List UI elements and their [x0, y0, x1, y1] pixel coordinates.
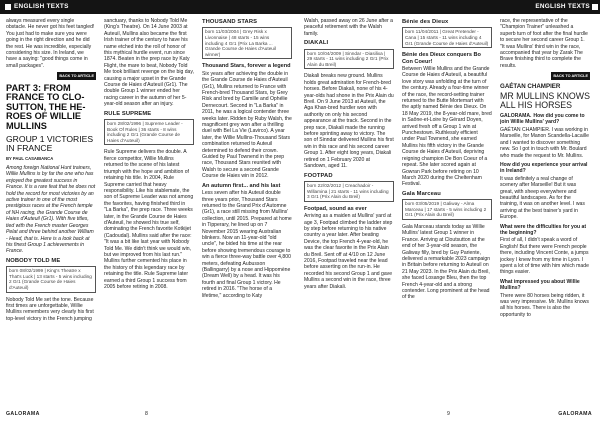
body-paragraph: Between Willie Mullins and the Grande Course de Haies d'Auteuil, a beautiful love story was unfolding at the turn of the century. Already a four-time winner of the race, the record-setting trainer returned to the Butte Mortemart with the aptly named Bénie des Dieux. On 18 May 2019, the 8-year-old mare, bred in Saône-et-Loire by Gérard Doyen, arrived fresh off a Group 1 win at Punchestown. Ruthlessly efficient under Paul Townend, she earned Mullins his fifth victory in the Grande Course de Haies d'Auteuil, depriving reigning champion De Bon Coeur of a repeat. She later scored again at Gowran Park before retiring on 10 March 2020 during the Cheltenham Festival.	[402, 66, 492, 188]
horse-name-gala-marceau: Gala Marceau	[402, 190, 441, 197]
footer-brand: GALORAMA	[6, 411, 40, 417]
qa-question: What were the difficulties for you at the beginning?	[500, 223, 587, 236]
subheading: Thousand Stars, forever a legend	[202, 63, 291, 70]
subheading: Bénie des Dieux conquers Bo Con Coeur!	[402, 52, 481, 65]
body-paragraph: Arriving as a maiden at Mullins' yard at age 3, Footpad climbed the ladder step by step before returning to his native country a year later. After beating Device, the top French 4-year-old, he was the clear favorite in the Prix Alain du Breil. Sent off at 4/10 on 12 June 2016, Footpad traveled near the lead before asserting on the run-in. He recorded his second Group 1 and gave Mullins a second win in the race, three years after Diakali.	[304, 213, 393, 290]
group1-victories-subheading: GROUP 1 VICTORIES IN FRANCE	[6, 133, 94, 153]
body-paragraph: Rule Supreme delivers the double. A fierce competitor, Willie Mullins returned to the scene of his latest triumph with the hope and ambition of retaining his title. In 2004, Rule Supreme carried that heavy responsibility. Like his stablemate, the son of Supreme Leader was not among the favorites, having finished third in "La Barka", the prep race. Three weeks later, in the Grande Course de Haies d'Auteuil, he showed his true self, dominating the French favorite Kotkijet (Cadoudal). Mullins said after the race: "It was a bit like last year with Nobody Told Me. We didn't think we would win, but we improved from his last run." Mullins further cemented his place in the history of this legendary race by retaining the title. Rule Supreme later earned a third Group 1 success from 2005 before retiring in 2008.	[104, 149, 194, 290]
body-paragraph: Nobody Told Me set the tone. Because first times are unforgettable, Willie Mullins remembers very clearly his first top-level victory in the French jumping	[6, 296, 94, 322]
page-number: 9	[447, 411, 450, 417]
lede-paragraph: Among foreign National Hunt trainers, Willie Mullins is by far the one who has enjoyed the greatest success in France. It is a rare feat that he does not hold the record for most victories by an active trainer in one of the most prestigious races at the French temple of NH racing, the Grande Course de Haies d'Auteuil (Gr1). With five titles, tied with the French master Georges Pelat and three behind another William - Head, that is. Here is a look back at his finest Group 1 achievements in France.	[6, 165, 96, 255]
horse-infobox: born 03/05/2019 | Galiway - Alma Marceau | 17 starts - 5 wins including 2 Gr1 (Prix Alain du Breil)	[402, 199, 492, 220]
footer	[0, 409, 300, 419]
left-column-1	[6, 18, 96, 402]
qa-answer: GAÉTAN CHAMPIER. I was working in Marseille, for Manon Scandella-Lacaille and I wanted to discover something new. So I got in touch with Mr. Boulard who made the request to Mr. Mullins.	[500, 126, 589, 159]
horse-infobox: born 11/04/2011 | Great Pretender - Cana | 15 starts - 11 wins including 4 Gr1 (Grande Course de Haies d'Auteuil)	[402, 27, 492, 48]
qa-answer: There were 80 horses being ridden, it was very impressive. Mr. Mullins knows all his horses. There is also the opportunity to	[500, 292, 589, 318]
horse-name-nobody-told-me: NOBODY TOLD ME	[6, 257, 61, 264]
header-bar	[0, 0, 300, 14]
left-column-3	[202, 18, 292, 402]
horse-name-footpad: FOOTPAD	[304, 172, 333, 179]
horse-infobox: born 10/04/2009 | Sinndar - Diasilixa | 29 starts - 11 wins including 2 Gr1 (Prix Alain du Breil)	[304, 49, 394, 70]
body-paragraph: Walsh, passed away on 26 June after a peaceful retirement with the Walsh family.	[304, 18, 394, 37]
horse-name-rule-supreme: RULE SUPREME	[104, 110, 152, 117]
right-column-3	[500, 18, 590, 402]
subheading: Footpad, sound as ever	[304, 205, 367, 212]
interview-author: GAÉTAN CHAMPIER	[500, 82, 561, 90]
footer-brand: GALORAMA	[558, 411, 592, 417]
header-bar	[300, 0, 600, 14]
body-paragraph: Gala Marceau stands today as Willie Mullins' latest Group 1 winner in France. Arriving at Cloutsutton at the end of her 3-year-old season, the Galiway filly, bred by Guy Pariente, delivered a remarkable 2023 campaign in Britain before returning to Auteuil on 21 May 2023. In the Prix Alain du Breil, she faced Losange Bleu, then the top French 4-year-old and a strong contender. Long prominent at the head of the	[402, 223, 491, 301]
body-paragraph: race, the representative of the "Champion Trainer" unleashed a superb turn of foot after the final hurdle to secure her second career Group 1. "It was Mullins' third win in the race, accompanied that year by Zarak The Brave finishing third to complete the results.	[500, 18, 588, 69]
body-paragraph: sanctuary, thanks to Nobody Told Me (King's Theatre). On 14 June 2003 at Auteuil, Mullins also became the first Irish trainer of the century to have his name etched into the roll of honor of this mythical hurdle event, run since 1874. Beaten in the prep race by Katy Flight, the mare to beat, Nobody Told Me took brilliant revenge on the big day, causing a major upset in the Grande Course de Haies d'Auteuil (Gr1). The double Group 1 winner ended her racing career in the autumn of her 5-year-old season after an injury.	[104, 18, 194, 108]
qa-question: How did you experience your arrival in Ireland?	[500, 161, 588, 175]
back-to-article-link[interactable]: BACK TO ARTICLE	[553, 73, 588, 78]
intro-paragraph: always measured every single obstacle. He never got his feet tangled! You just had to make sure you were going in the right direction and he did the rest. He was incredible, especially considering his size. In Ireland, we have a saying: "good things come in small packages".	[6, 18, 95, 69]
right-column-1	[304, 18, 394, 402]
byline: BY PAUL CASABIANCA	[6, 155, 54, 161]
qa-question: What impressed you about Willie Mullins?	[500, 278, 580, 292]
qa-answer: It was definitely a real change of scenery after Marseille! But it was great, with sheep everywhere and beautiful landscapes. As for the training, it was on another level. I was arriving at the best trainer's yard in Europe.	[500, 175, 585, 221]
header-square-icon	[592, 4, 598, 10]
horse-name-benie-des-dieux: Bénie des Dieux	[402, 19, 449, 25]
right-page	[300, 0, 600, 424]
part-3-heading: PART 3: FROM FRANCE TO CLO- SUTTON, THE HE- ROES OF WILLIE MULLINS	[6, 82, 86, 132]
horse-infobox: born 28/02/1996 | Supreme Leader - Book Of Rules | 36 starts - 8 wins including 2 Gr1 (Grande Course de Haies d'Auteuil)	[104, 119, 194, 145]
back-to-article-link[interactable]: BACK TO ARTICLE	[59, 73, 94, 78]
horse-infobox: born 08/02/1999 | King's Theatre x That's Luck | 13 starts - 5 wins including 2 Gr1 (Grande Course de Haies d'Auteuil)	[6, 266, 96, 292]
qa-question	[500, 113, 590, 126]
header-title: ENGLISH TEXTS	[14, 3, 69, 10]
horse-name-diakali: DIAKALI	[304, 40, 329, 47]
footer	[300, 409, 600, 419]
body-paragraph: Less seven after his Auteuil double three years prior, Thousand Stars returned to the Grand Prix d'Automne (Gr1), a race still missing from Mullins' collection, until 2015. Prepared at home in Tipperary, he lined up on 7 November 2015 wearing Australian blinkers. Now an 11-year-old "old uncle", he bided his time at the rear before showing tremendous courage to win a fierce three-way battle over 4,800 meters, defeating Aubusson (Ballingarry) by a nose and Hippomène (Dream Well) by a head. It was his fourth and final Group 1 victory. He retired in 2016. "The horse of a lifetime," according to Katy	[202, 190, 292, 299]
qa-speaker: GALORAMA.	[500, 113, 532, 120]
page-number: 8	[145, 411, 148, 417]
left-column-2	[104, 18, 194, 402]
body-paragraph: Six years after achieving the double in the Grande Course de Haies d'Auteuil (Gr1), Mullins returned to France with French-bred Thousand Stars, by Grey Risk and bred by Camille and Ophélie Dernecourt. Second in "La Barka" in 2011, he was a logical contender three weeks later. Ridden by Ruby Walsh, the magnificent grey won after a thrilling duel with Bel La Vie (Lavirco). A year later, the Willie Mullins-Thousand Stars combination returned to Auteuil determined to defend their crown. Guided by Paul Townend in the prep race, Thousand Stars reunited with Walsh to secure a second Grande Course de Haies win in 2012.	[202, 70, 292, 180]
qa-answer: First of all, I didn't speak a word of English! But there were French people there, including Vincent Conte, a jumps jockey I knew from my time in Lyon. I spent a lot of time with him which made things easier.	[500, 237, 589, 276]
qa-question-text: How did you come to join Willie Mullins' yard?	[500, 113, 585, 126]
horse-infobox: born 11/03/2004 | Grey Risk x Livonnaise | 48 starts - 15 wins including 4 Gr1 (Prix La Barka ... Grande Course de Haies d'Auteuil winner)	[202, 27, 292, 59]
header-title: ENGLISH TEXTS	[535, 3, 590, 10]
header-square-icon	[5, 4, 11, 10]
body-paragraph: Diakali breaks new ground. Mullins holds great admiration for French-bred horses. Before Diakali, none of his 4-year-olds had shone in the Prix Alain du Breil. On 9 June 2013 at Auteuil, the Aga Khan-bred hurdler won with authority on only his second appearance at the track. Second in the prep race, Diakali made the running before sprinting away to victory. The son of Sinndar delivered Mullins his first win in this race and his second career Group 1. After eight long years, Diakali retired on 1 February 2020 at Sandown, aged 11.	[304, 73, 394, 170]
right-column-2	[402, 18, 492, 402]
horse-name-thousand-stars: THOUSAND STARS	[202, 19, 258, 25]
interview-title: MR MULLINS KNOWS ALL HIS HORSES	[500, 91, 590, 111]
subheading: An autumn first... and his last	[202, 182, 281, 189]
horse-infobox: born 22/02/2012 | Creachadoir - Willamina | 21 starts - 11 wins including 3 Gr1 (Prix Alain du Breil)	[304, 181, 394, 202]
